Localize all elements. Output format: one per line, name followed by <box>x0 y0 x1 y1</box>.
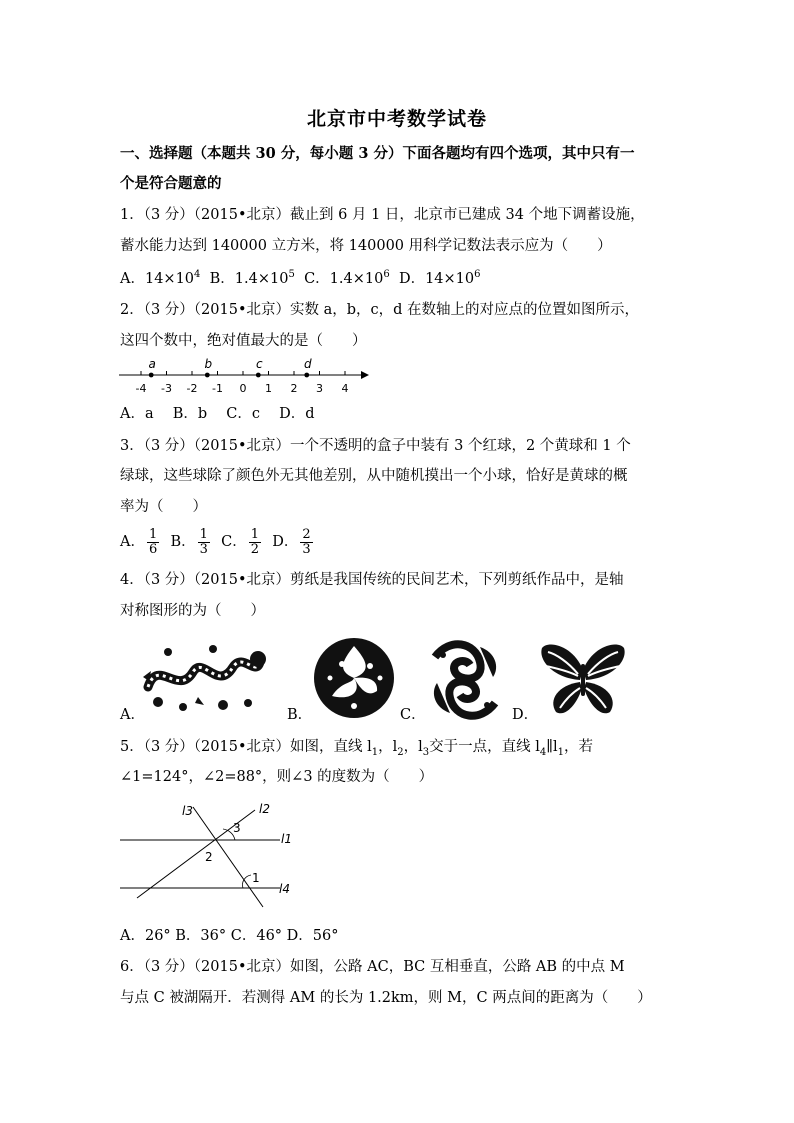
q3-option-c[interactable]: C． $\frac{1}{2}$ <box>221 526 260 557</box>
number-line-tick-label: -3 <box>161 382 172 395</box>
papercut-dragon-image <box>138 637 268 717</box>
number-line-arrow <box>361 371 369 379</box>
q6-line1: 6．（3 分）（2015•北京）如图，公路 AC，BC 互相垂直，公路 AB 的中点 M <box>120 959 625 975</box>
number-line-point-a <box>149 373 154 378</box>
q5-options: A．26° B．36° C．46° D．56° <box>120 928 339 944</box>
number-line-point-c <box>256 373 261 378</box>
q1-option-b[interactable]: B．$1.4\times 10^5$ <box>209 269 295 287</box>
papercut-fish-image <box>425 637 505 723</box>
number-line-point-b <box>205 373 210 378</box>
q1-line2: 蓄水能力达到 140000 立方米，将 140000 用科学记数法表示应为（ ） <box>120 238 612 254</box>
q4-option-d-label[interactable]: D． <box>512 707 539 723</box>
number-line-tick-label: -4 <box>135 382 147 395</box>
q2-options: A．a B．b C．c D．d <box>120 406 315 422</box>
number-line-tick-label: 2 <box>290 382 298 395</box>
section-heading-line2: 个是符合题意的 <box>120 175 222 192</box>
number-line-tick-label: -2 <box>186 382 198 395</box>
q5-line2: ∠1=124°，∠2=88°，则∠3 的度数为（ ） <box>120 769 434 785</box>
q3-options <box>120 525 315 559</box>
q1-options <box>120 269 481 289</box>
q5-lines-figure <box>115 795 305 915</box>
q6-line2: 与点 C 被湖隔开．若测得 AM 的长为 1.2km，则 M，C 两点间的距离为（ ） <box>120 990 652 1006</box>
label-l4: l4 <box>279 882 290 896</box>
q2-line2: 这四个数中，绝对值最大的是（ ） <box>120 333 367 349</box>
number-line-figure <box>115 355 375 400</box>
q3-option-d[interactable]: D． $\frac{2}{3}$ <box>272 526 311 557</box>
number-line-tick-label: 0 <box>239 382 247 395</box>
number-line-tick-label: 3 <box>316 382 323 395</box>
q1-option-d[interactable]: D．$14\times 10^6$ <box>398 269 481 287</box>
number-line-point-label: c <box>255 357 263 371</box>
q3-line2: 绿球，这些球除了颜色外无其他差别，从中随机摸出一个小球，恰好是黄球的概 <box>120 468 628 484</box>
label-l1: l1 <box>281 832 292 846</box>
papercut-butterfly-image <box>538 640 628 720</box>
number-line-point-label: b <box>204 357 213 371</box>
label-l2: l2 <box>259 802 270 816</box>
angle-2: 2 <box>205 850 213 864</box>
label-l3: l3 <box>182 804 193 818</box>
angle-3: 3 <box>233 821 241 835</box>
number-line-tick-label: -1 <box>212 382 223 395</box>
q3-option-b[interactable]: B． $\frac{1}{3}$ <box>170 526 208 557</box>
q3-line1: 3．（3 分）（2015•北京）一个不透明的盒子中装有 3 个红球，2 个黄球和 1 个 <box>120 438 631 454</box>
q1-option-c[interactable]: C．$1.4\times 10^6$ <box>304 269 390 287</box>
q2-line1: 2．（3 分）（2015•北京）实数 a，b，c，d 在数轴上的对应点的位置如图所示， <box>120 302 640 318</box>
number-line-tick-label: 1 <box>265 382 272 395</box>
q3-line3: 率为（ ） <box>120 499 207 515</box>
angle-1: 1 <box>252 871 260 885</box>
number-line-point-label: d <box>303 357 312 371</box>
q4-option-c-label[interactable]: C． <box>400 707 426 723</box>
number-line-point-d <box>304 373 309 378</box>
number-line-point-label: a <box>148 357 156 371</box>
q4-line2: 对称图形的为（ ） <box>120 603 265 619</box>
q3-option-a[interactable]: A． $\frac{1}{6}$ <box>120 526 158 557</box>
q1-line1: 1．（3 分）（2015•北京）截止到 6 月 1 日，北京市已建成 34 个地下调蓄设施， <box>120 207 645 223</box>
q4-option-b-label[interactable]: B． <box>287 707 313 723</box>
section-heading-line1: 一、选择题（本题共 30 分，每小题 3 分）下面各题均有四个选项，其中只有一 <box>120 145 635 162</box>
papercut-circle-image <box>312 636 396 720</box>
q4-option-a-label[interactable]: A． <box>120 707 145 723</box>
q1-option-a[interactable]: A．$14\times 10^4$ <box>120 269 201 287</box>
q5-line1: 5．（3 分）（2015•北京）如图，直线 $l_1$，$l_2$，$l_3$交于一点，直线 $l_4\parallel l_1$，若 <box>120 739 594 758</box>
number-line-tick-label: 4 <box>341 382 349 395</box>
page-title: 北京市中考数学试卷 <box>306 108 487 130</box>
q4-line1: 4．（3 分）（2015•北京）剪纸是我国传统的民间艺术，下列剪纸作品中，是轴 <box>120 572 624 588</box>
